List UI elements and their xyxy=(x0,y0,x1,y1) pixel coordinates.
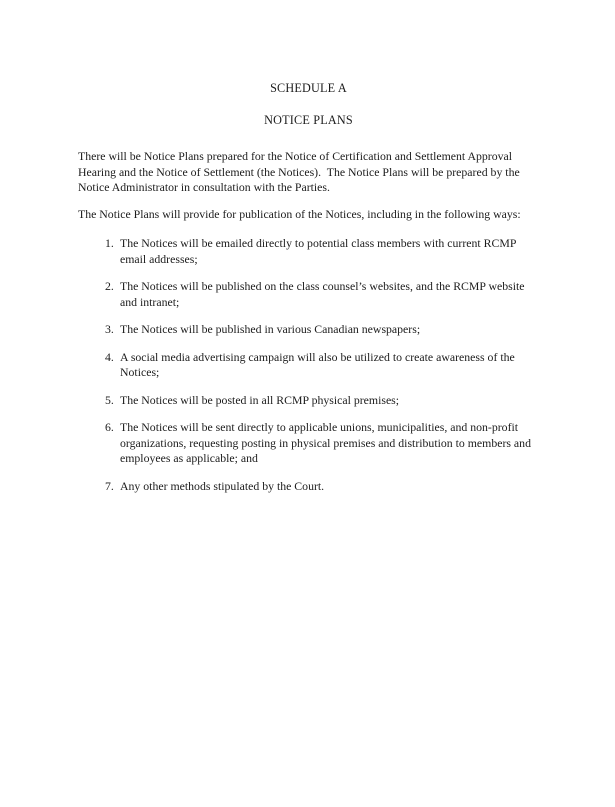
notice-method-item-7 xyxy=(105,479,539,495)
notice-methods-list xyxy=(78,236,539,494)
item-number: 4. xyxy=(105,349,114,364)
list-intro-paragraph: The Notice Plans will provide for publication of the Notices, including in the following ways: xyxy=(78,206,521,221)
notice-method-item-2 xyxy=(105,279,539,310)
item-text: A social media advertising campaign will also be utilized to create awareness of the Notices; xyxy=(120,349,515,379)
notice-method-item-1 xyxy=(105,236,539,267)
item-number: 3. xyxy=(105,322,114,336)
item-text: The Notices will be emailed directly to potential class members with current RCMP email addresses; xyxy=(120,236,516,266)
item-number: 7. xyxy=(105,478,114,493)
item-text: The Notices will be published in various Canadian newspapers; xyxy=(120,322,421,336)
notice-plans-heading: NOTICE PLANS xyxy=(264,113,353,127)
item-number: 2. xyxy=(105,279,114,293)
schedule-title: SCHEDULE A xyxy=(270,81,347,95)
item-number: 6. xyxy=(105,420,114,434)
intro-paragraph: There will be Notice Plans prepared for the Notice of Certification and Settlement Approval Hearing and the Notice of Settlement (the Notices). The Notice Plans will be prepared by the Notice Administrator in consultation with the Parties. xyxy=(78,149,523,194)
notice-method-item-5 xyxy=(105,393,539,409)
notice-method-item-4 xyxy=(105,350,539,381)
item-number: 1. xyxy=(105,236,114,250)
item-text: The Notices will be sent directly to applicable unions, municipalities, and non-profit organizations, requesting posting in physical premises and distribution to members and employees as applicable; and xyxy=(120,420,531,465)
item-text: The Notices will be published on the class counsel’s websites, and the RCMP website and intranet; xyxy=(120,279,525,309)
notice-method-item-6 xyxy=(105,420,539,467)
item-text: Any other methods stipulated by the Court. xyxy=(120,478,325,493)
notice-method-item-3 xyxy=(105,322,539,338)
item-number: 5. xyxy=(105,392,114,407)
item-text: The Notices will be posted in all RCMP physical premises; xyxy=(120,392,400,407)
